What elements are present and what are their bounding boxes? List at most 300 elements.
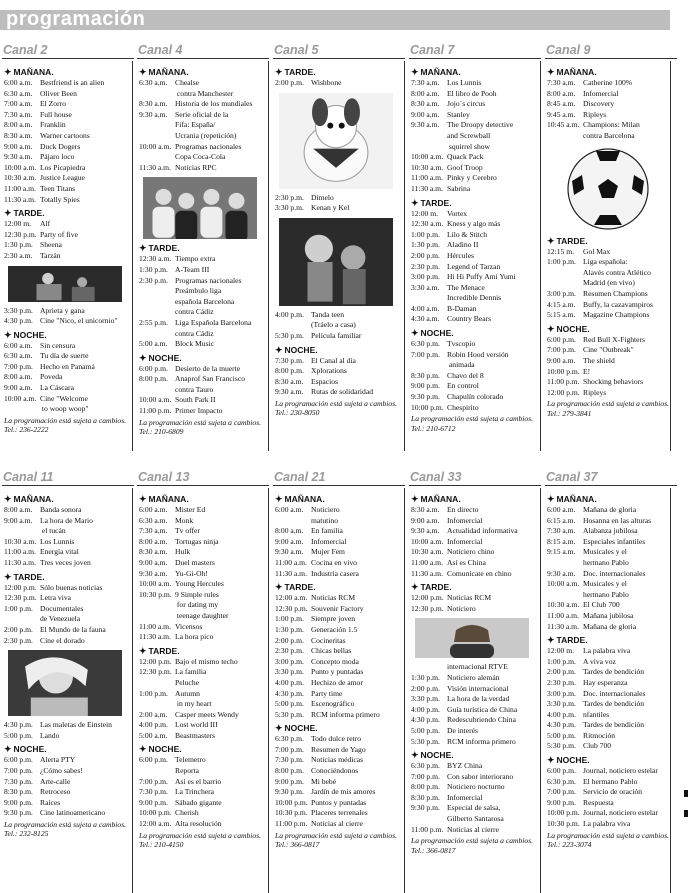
star-icon: ✦	[139, 744, 147, 755]
program-title: South Park II	[175, 395, 216, 405]
airtime: 2:00 p.m.	[275, 635, 304, 645]
program-title: Chavo del 8	[447, 370, 484, 380]
star-icon: ✦	[547, 635, 555, 646]
star-icon: ✦	[411, 582, 419, 593]
schedule-row	[411, 403, 541, 414]
airtime: 2:00 p.m.	[4, 624, 33, 634]
star-icon: ✦	[547, 494, 555, 504]
schedule-section-bottom	[0, 470, 690, 882]
airtime: 4:00 a.m.	[411, 303, 440, 313]
program-title: Dímelo	[311, 192, 334, 202]
star-icon: ✦	[547, 323, 555, 334]
period-heading	[411, 582, 541, 592]
schedule-row	[4, 173, 134, 184]
channel-schedule	[273, 59, 405, 418]
schedule-row	[275, 366, 405, 377]
program-title: E!	[583, 366, 591, 376]
program-title: The Droopy detective and Screwball squirrel show	[447, 120, 514, 151]
airtime: 6:00 a.m.	[139, 505, 168, 514]
program-title: Noticias RCM	[447, 593, 492, 603]
airtime: 3:00 p.m.	[275, 656, 304, 666]
schedule-row	[411, 782, 541, 793]
program-title: Así es China	[447, 557, 486, 567]
program-title: Infomercial	[583, 88, 619, 98]
schedule-row	[275, 667, 405, 678]
schedule-row	[4, 163, 134, 174]
program-title: Chapulín colorado	[447, 392, 504, 402]
period-label: TARDE.	[420, 582, 452, 593]
program-title: Documentales de Venezuela	[40, 603, 84, 624]
airtime: 3:00 p.m.	[411, 272, 440, 282]
star-icon: ✦	[4, 67, 12, 77]
program-title: A viva voz	[583, 656, 616, 666]
schedule-row	[411, 230, 541, 241]
program-title: Hay esperanza	[583, 677, 628, 687]
airtime: 10:30 a.m.	[4, 173, 37, 183]
schedule-disclaimer: La programación está sujeta a cambios. Tel.: 223-3074	[547, 830, 670, 850]
period-label: NOCHE.	[13, 744, 47, 755]
period-label: NOCHE.	[420, 328, 454, 339]
channel-schedule	[545, 486, 677, 850]
airtime: 8:15 a.m.	[547, 536, 576, 546]
schedule-row	[275, 636, 405, 647]
program-title: Hechizo de amor	[311, 677, 363, 687]
airtime: 4:00 p.m.	[275, 309, 304, 319]
program-title: Jardín de mis amores	[311, 787, 376, 797]
schedule-row	[275, 558, 405, 569]
airtime: 1:30 p.m.	[4, 240, 33, 250]
period-label: NOCHE.	[556, 323, 590, 334]
schedule-disclaimer: La programación está sujeta a cambios. Tel.: 210-4150	[139, 830, 262, 850]
airtime: 9:00 p.m.	[275, 776, 304, 786]
airtime: 3:30 p.m.	[275, 203, 304, 213]
airtime: 12:00 m.	[4, 219, 32, 229]
schedule-row	[411, 339, 541, 350]
schedule-row	[411, 694, 541, 705]
period-label: MAÑANA.	[420, 494, 461, 504]
schedule-row	[275, 537, 405, 548]
program-title: Lost world III	[175, 720, 218, 730]
program-title: El hermano Pablo	[583, 776, 638, 786]
program-title: Oliver Been	[40, 88, 77, 98]
program-title: Comunícate en chino	[447, 568, 512, 578]
program-title: Infomercial	[447, 792, 483, 802]
schedule-row	[275, 614, 405, 625]
airtime: 7:30 p.m.	[139, 787, 168, 797]
channel-schedule	[2, 486, 134, 839]
airtime: 1:00 p.m.	[139, 688, 168, 698]
program-title: Pinky y Cerebro	[447, 173, 497, 183]
program-title: Placeres terrenales	[311, 808, 368, 818]
schedule-row	[411, 662, 541, 673]
airtime: 9:30 a.m.	[411, 526, 440, 536]
program-title: Vicensos	[175, 621, 203, 631]
airtime: 4:30 p.m.	[4, 316, 33, 326]
program-title: El Zorro	[40, 99, 66, 109]
program-title: Cocineritas	[311, 635, 346, 645]
schedule-row	[547, 289, 677, 300]
period-label: MAÑANA.	[420, 67, 461, 77]
airtime: 6:00 p.m.	[547, 766, 576, 776]
program-photo	[415, 618, 529, 658]
airtime: 6:00 a.m.	[275, 505, 304, 514]
program-title: Cine "Nico, el unicornio"	[40, 316, 118, 326]
airtime: 9:30 p.m.	[275, 787, 304, 797]
program-title: Tres veces joven	[40, 557, 91, 567]
airtime: 8:30 a.m.	[139, 99, 168, 109]
star-icon: ✦	[139, 494, 147, 504]
airtime: 10:30 p.m.	[275, 808, 308, 818]
program-title: Noticias RCM	[311, 593, 356, 603]
airtime: 10:00 p.m.	[547, 808, 580, 818]
schedule-row	[275, 819, 405, 830]
airtime: 9:30 p.m.	[4, 808, 33, 818]
program-title: Noticiero nocturno	[447, 782, 505, 792]
channel-column-canal-33	[409, 470, 541, 855]
airtime: 7:00 p.m.	[411, 349, 440, 359]
program-title: Hi Hi Puffy Ami Yumi	[447, 272, 516, 282]
schedule-disclaimer: La programación está sujeta a cambios. Tel.: 279-3841	[547, 399, 670, 418]
schedule-row	[547, 819, 677, 830]
period-heading	[275, 582, 405, 592]
schedule-row	[411, 371, 541, 382]
program-title: Aprieta y gana	[40, 305, 85, 315]
program-title: BYZ China	[447, 761, 483, 771]
airtime: 6:00 a.m.	[4, 340, 33, 350]
airtime: 10:30 a.m.	[547, 600, 580, 610]
airtime: 5:00 a.m.	[139, 339, 168, 349]
star-icon: ✦	[4, 329, 12, 340]
program-title: Casper meets Wendy	[175, 709, 239, 719]
period-heading	[411, 67, 541, 77]
airtime: 7:00 p.m.	[4, 361, 33, 371]
program-title: Letra viva	[40, 593, 71, 603]
period-label: NOCHE.	[556, 755, 590, 766]
airtime: 9:00 a.m.	[411, 515, 440, 525]
schedule-row	[4, 625, 134, 636]
star-icon: ✦	[275, 67, 283, 77]
airtime: 9:30 a.m.	[4, 152, 33, 162]
airtime: 1:00 p.m.	[4, 603, 33, 613]
schedule-row	[547, 257, 677, 289]
program-title: Desierto de la muerte	[175, 363, 241, 373]
program-title: Punto y puntadas	[311, 667, 364, 677]
program-title: Full house	[40, 109, 72, 119]
program-title: Tanda teen (Tráelo a casa)	[311, 309, 356, 330]
period-label: NOCHE.	[284, 723, 318, 734]
airtime: 1:30 p.m.	[139, 264, 168, 274]
program-title: Autumn in my heart	[175, 688, 212, 709]
schedule-row	[275, 310, 405, 331]
star-icon: ✦	[4, 208, 12, 219]
airtime: 9:00 p.m.	[547, 797, 576, 807]
airtime: 11:30 a.m.	[547, 621, 579, 631]
airtime: 6:30 p.m.	[547, 776, 576, 786]
schedule-row	[139, 516, 269, 527]
airtime: 10:00 a.m.	[4, 393, 37, 403]
airtime: 10:00 a.m.	[547, 579, 580, 589]
airtime: 9:00 a.m.	[139, 557, 168, 567]
schedule-row	[139, 395, 269, 406]
airtime: 7:30 p.m.	[275, 755, 304, 765]
schedule-row	[411, 163, 541, 174]
period-label: MAÑANA.	[148, 494, 189, 504]
airtime: 7:00 p.m.	[4, 765, 33, 775]
schedule-row	[139, 819, 269, 830]
program-photo	[8, 266, 122, 302]
period-label: NOCHE.	[148, 352, 182, 363]
program-title: Ripleys	[583, 387, 607, 397]
airtime: 12:30 p.m.	[4, 229, 37, 239]
program-title: Respuesta	[583, 797, 614, 807]
schedule-row	[547, 335, 677, 346]
schedule-row	[547, 300, 677, 311]
airtime: 9:30 a.m.	[411, 120, 440, 130]
program-title: El Mundo de la fauna	[40, 624, 106, 634]
schedule-row	[275, 569, 405, 580]
program-title: Conociéndonos	[311, 766, 359, 776]
schedule-row	[275, 734, 405, 745]
star-icon: ✦	[4, 571, 12, 582]
star-icon: ✦	[139, 243, 147, 254]
schedule-row	[4, 120, 134, 131]
channel-schedule	[409, 59, 541, 433]
period-label: TARDE.	[556, 235, 588, 246]
airtime: 10:00 p.m.	[139, 808, 172, 818]
program-title: En directo	[447, 505, 479, 514]
program-title: Programas nacionales Preámbulo liga española Barcelona contra Cádiz	[175, 275, 242, 317]
program-title: Raíces	[40, 797, 61, 807]
airtime: 8:30 a.m.	[411, 505, 440, 514]
schedule-row	[411, 737, 541, 748]
schedule-row	[4, 372, 134, 383]
program-photo	[279, 93, 393, 189]
schedule-row	[4, 583, 134, 594]
schedule-row	[275, 78, 405, 89]
program-title: Kness y algo más	[447, 219, 501, 229]
program-title: Sólo buenas noticias	[40, 582, 103, 592]
schedule-row	[4, 251, 134, 262]
schedule-row	[547, 678, 677, 689]
airtime: 7:30 p.m.	[4, 776, 33, 786]
channel-name: Canal 9	[545, 43, 677, 59]
program-title: The Menace Incredible Dennis	[447, 282, 502, 303]
program-title: Especial de salsa, Gilberto Santarosa	[447, 803, 504, 824]
schedule-row	[139, 110, 269, 142]
channel-name: Canal 7	[409, 43, 541, 59]
schedule-row	[547, 110, 677, 121]
schedule-row	[411, 516, 541, 527]
program-title: Retroceso	[40, 787, 71, 797]
program-title: Magazine Champions	[583, 310, 650, 320]
airtime: 2:00 p.m.	[411, 683, 440, 693]
schedule-row	[411, 110, 541, 121]
schedule-row	[139, 710, 269, 721]
program-title: Totally Spies	[40, 194, 80, 204]
channel-schedule	[409, 486, 541, 855]
schedule-row	[139, 99, 269, 110]
schedule-row	[275, 193, 405, 204]
schedule-disclaimer: La programación está sujeta a cambios. Tel.: 210-6712	[411, 414, 534, 433]
airtime: 10:00 a.m.	[139, 395, 172, 405]
airtime: 6:30 a.m.	[4, 88, 33, 98]
schedule-row	[139, 808, 269, 819]
airtime: 5:30 p.m.	[275, 709, 304, 719]
airtime: 1:30 p.m.	[411, 240, 440, 250]
period-heading	[411, 328, 541, 338]
schedule-row	[139, 265, 269, 276]
program-title: Las maletas de Einstein	[40, 720, 112, 730]
star-icon: ✦	[411, 328, 419, 339]
channel-schedule	[137, 486, 269, 850]
program-title: Liga Española Barcelona contra Cádiz	[175, 317, 252, 338]
airtime: 7:30 a.m.	[547, 526, 576, 536]
airtime: 1:00 p.m.	[411, 229, 440, 239]
registration-mark	[684, 790, 688, 797]
star-icon: ✦	[4, 744, 12, 755]
star-icon: ✦	[275, 344, 283, 355]
schedule-row	[4, 362, 134, 373]
schedule-row	[547, 388, 677, 399]
program-title: Resumen de Yago	[311, 744, 366, 754]
program-title: Party time	[311, 688, 343, 698]
program-title: Sabrina	[447, 183, 471, 193]
airtime: 10:00 a.m.	[4, 162, 37, 172]
period-heading	[275, 494, 405, 504]
airtime: 11:30 a.m.	[275, 568, 307, 578]
program-photo	[551, 146, 665, 232]
airtime: 9:45 a.m.	[547, 109, 576, 119]
program-photo	[279, 218, 393, 306]
schedule-row	[547, 611, 677, 622]
program-title: Buffy, la cazavampiros	[583, 299, 654, 309]
program-title: Noticiero matutino	[311, 505, 340, 525]
airtime: 1:30 p.m.	[411, 672, 440, 682]
airtime: 4:00 p.m.	[547, 709, 576, 719]
schedule-row	[547, 505, 677, 516]
schedule-row	[4, 516, 134, 537]
schedule-row	[4, 798, 134, 809]
airtime: 4:30 p.m.	[411, 715, 440, 725]
schedule-row	[275, 625, 405, 636]
schedule-row	[139, 406, 269, 417]
program-title: Así es el barrio	[175, 776, 222, 786]
schedule-row	[275, 745, 405, 756]
star-icon: ✦	[275, 582, 283, 593]
period-heading	[547, 635, 677, 645]
channel-column-canal-11	[2, 470, 134, 839]
schedule-row	[547, 646, 677, 657]
airtime: 9:30 a.m.	[139, 568, 168, 578]
schedule-row	[411, 684, 541, 695]
airtime: 3:30 p.m.	[411, 694, 440, 704]
channel-column-canal-21	[273, 470, 405, 850]
channel-column-canal-2	[2, 43, 134, 435]
airtime: 11:00 a.m.	[139, 621, 171, 631]
airtime: 8:00 a.m.	[4, 505, 33, 514]
program-title: Tiempo extra	[175, 254, 216, 264]
channel-name: Canal 33	[409, 470, 541, 486]
airtime: 10:00 a.m.	[411, 536, 444, 546]
schedule-row	[411, 350, 541, 371]
schedule-row	[139, 798, 269, 809]
schedule-row	[411, 78, 541, 89]
program-title: Gol Max	[583, 246, 611, 256]
schedule-row	[411, 604, 541, 615]
airtime: 9:30 a.m.	[139, 109, 168, 119]
schedule-row	[4, 731, 134, 742]
star-icon: ✦	[411, 67, 419, 77]
schedule-row	[4, 505, 134, 516]
channel-name: Canal 21	[273, 470, 405, 486]
schedule-row	[139, 537, 269, 548]
schedule-row	[411, 673, 541, 684]
airtime: 9:00 a.m.	[547, 355, 576, 365]
airtime: 2:30 p.m.	[411, 261, 440, 271]
channel-schedule	[545, 59, 677, 418]
star-icon: ✦	[275, 723, 283, 734]
program-title: Resumen Champions	[583, 288, 648, 298]
period-heading	[411, 198, 541, 208]
program-title: Película familiar	[311, 330, 362, 340]
schedule-row	[275, 808, 405, 819]
airtime: 3:30 p.m.	[275, 667, 304, 677]
schedule-row	[4, 636, 134, 647]
period-label: TARDE.	[420, 197, 452, 208]
schedule-row	[4, 547, 134, 558]
channel-name: Canal 2	[2, 43, 134, 59]
schedule-row	[411, 314, 541, 325]
schedule-row	[275, 505, 405, 526]
airtime: 12:15 m.	[547, 246, 575, 256]
airtime: 8:00 a.m.	[4, 120, 33, 130]
channel-name: Canal 37	[545, 470, 677, 486]
schedule-row	[139, 276, 269, 318]
airtime: 10:30 p.m.	[547, 819, 580, 829]
schedule-section-top	[0, 43, 690, 455]
program-title: En familia	[311, 526, 343, 536]
schedule-row	[275, 593, 405, 604]
program-title: La familia Peluche	[175, 667, 207, 687]
channel-column-canal-7	[409, 43, 541, 433]
program-title: Ritmoción	[583, 730, 616, 740]
program-title: Cine latinoamericano	[40, 808, 106, 818]
airtime: 10:00 a.m.	[139, 579, 172, 589]
period-heading	[4, 67, 134, 77]
schedule-row	[547, 622, 677, 633]
program-title: La palabra viva	[583, 646, 631, 656]
airtime: 8:00 a.m.	[139, 536, 168, 546]
program-title: Aladino II	[447, 240, 479, 250]
schedule-row	[4, 184, 134, 195]
airtime: 2:30 p.m.	[4, 635, 33, 645]
schedule-row	[547, 600, 677, 611]
channel-name: Canal 11	[2, 470, 134, 486]
period-heading	[547, 755, 677, 765]
schedule-row	[139, 689, 269, 710]
airtime: 5:00 p.m.	[275, 699, 304, 709]
program-title: Sheena	[40, 240, 62, 250]
airtime: 12:00 m.	[547, 646, 575, 656]
program-title: Guía turística de China	[447, 704, 518, 714]
airtime: 4:30 a.m.	[411, 314, 440, 324]
program-title: Warner cartoons	[40, 130, 90, 140]
program-title: Quack Pack	[447, 152, 484, 162]
schedule-row	[411, 825, 541, 836]
airtime: 6:30 a.m.	[4, 351, 33, 361]
schedule-row	[4, 558, 134, 569]
program-title: Tardes de bendición	[583, 720, 645, 730]
